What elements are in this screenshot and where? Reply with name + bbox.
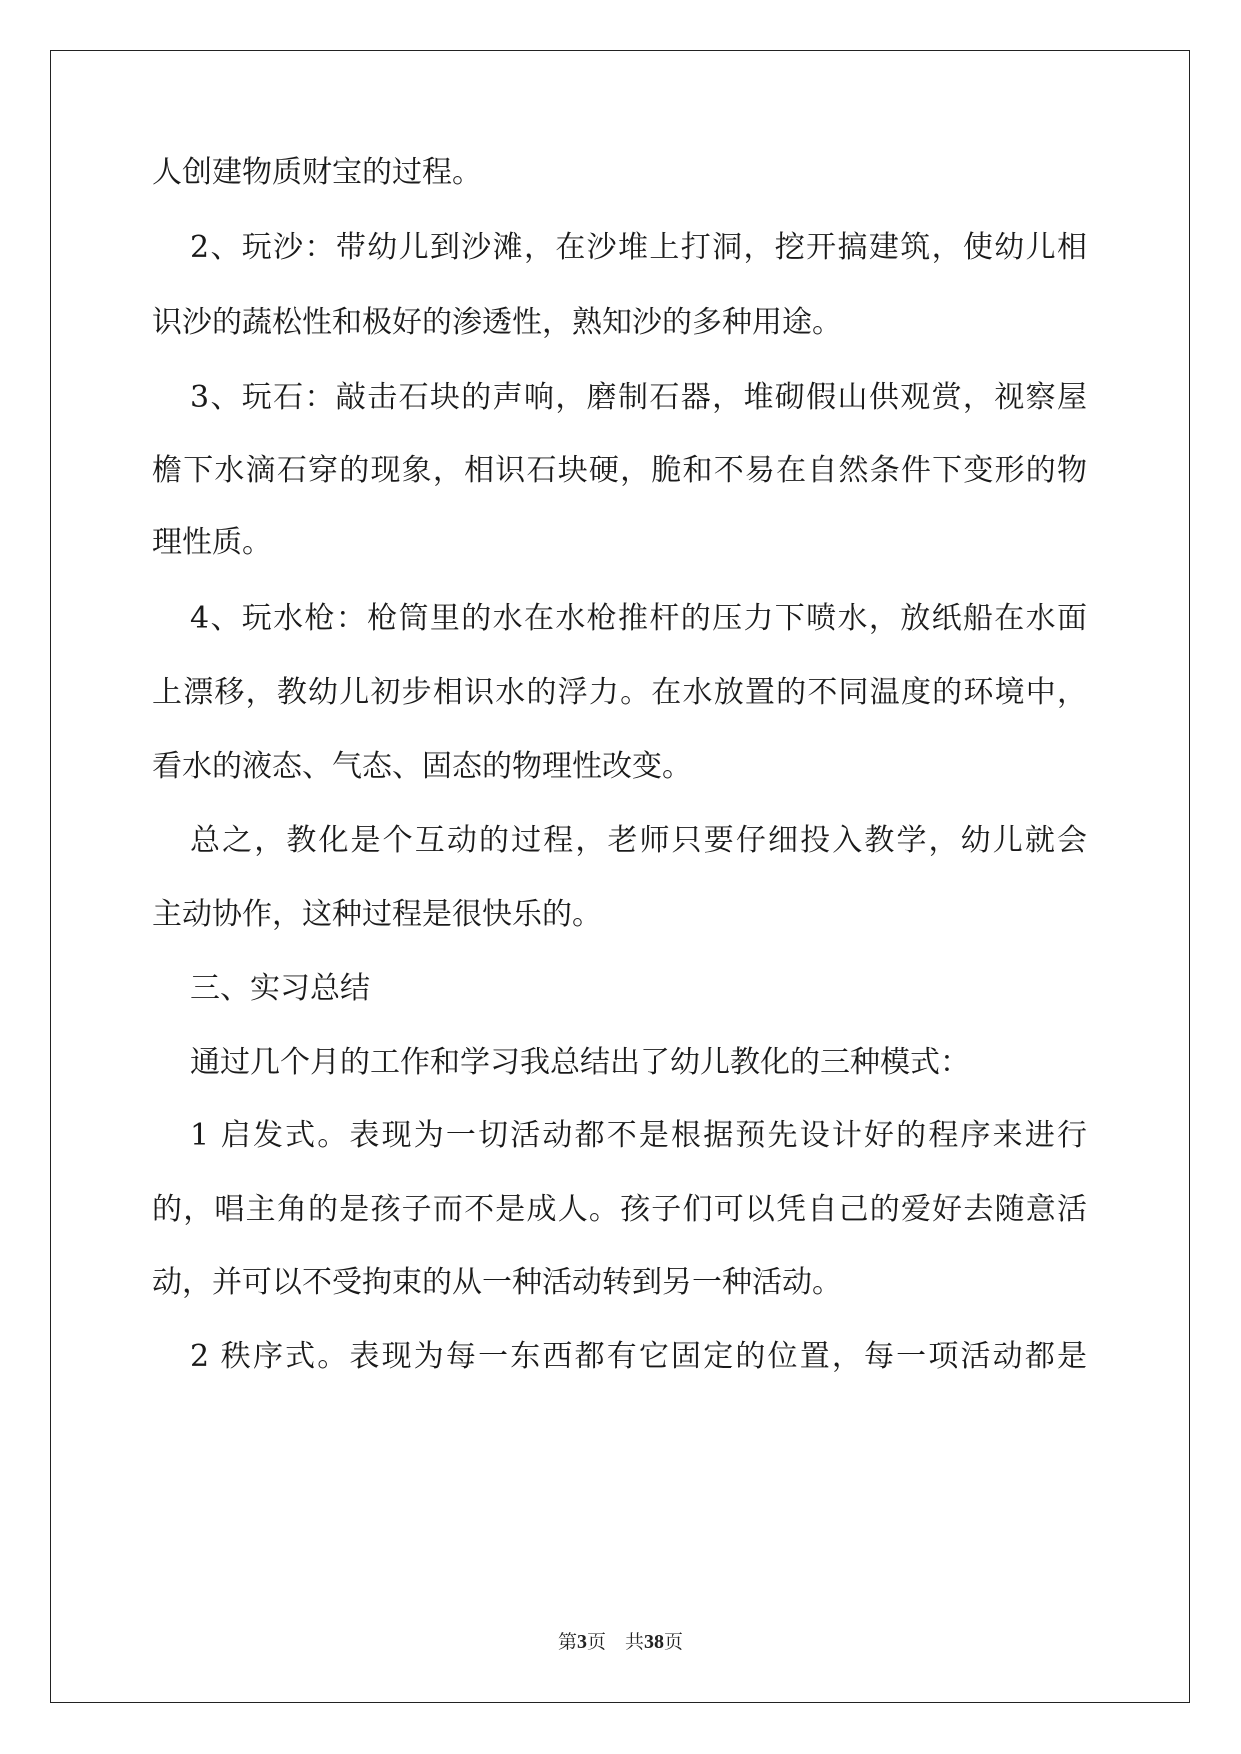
footer-prefix: 第	[557, 1631, 577, 1653]
text-line: 总之，教化是个互动的过程，老师只要仔细投入教学，幼儿就会	[190, 823, 1087, 858]
text-line: 檐下水滴石穿的现象，相识石块硬，脆和不易在自然条件下变形的物	[152, 453, 1087, 488]
text-line: 2、玩沙：带幼儿到沙滩，在沙堆上打洞，挖开搞建筑，使幼儿相	[190, 230, 1087, 265]
text-line: 4、玩水枪：枪筒里的水在水枪推杆的压力下喷水，放纸船在水面	[190, 601, 1087, 636]
section-heading: 三、实习总结	[190, 971, 370, 1006]
text-line: 看水的液态、气态、固态的物理性改变。	[152, 749, 692, 784]
text-line: 1 启发式。表现为一切活动都不是根据预先设计好的程序来进行	[190, 1118, 1087, 1153]
text-line: 动，并可以不受拘束的从一种活动转到另一种活动。	[152, 1265, 842, 1300]
text-line: 3、玩石：敲击石块的声响，磨制石器，堆砌假山供观赏，视察屋	[190, 380, 1087, 415]
text-line: 通过几个月的工作和学习我总结出了幼儿教化的三种模式：	[190, 1045, 970, 1080]
page-footer	[0, 1627, 1241, 1654]
text-line: 理性质。	[152, 525, 272, 560]
footer-mid: 页 共	[586, 1631, 644, 1653]
page-border	[50, 50, 1190, 1703]
text-line: 的，唱主角的是孩子而不是成人。孩子们可以凭自己的爱好去随意活	[152, 1192, 1087, 1227]
text-line: 识沙的蔬松性和极好的渗透性，熟知沙的多种用途。	[152, 305, 842, 340]
text-line: 人创建物质财宝的过程。	[152, 155, 482, 190]
footer-suffix: 页	[664, 1631, 684, 1653]
text-line: 2 秩序式。表现为每一东西都有它固定的位置，每一项活动都是	[190, 1339, 1087, 1374]
current-page-number: 3	[576, 1631, 587, 1653]
text-line: 主动协作，这种过程是很快乐的。	[152, 897, 602, 932]
text-line: 上漂移，教幼儿初步相识水的浮力。在水放置的不同温度的环境中，	[152, 675, 1087, 710]
total-pages-number: 38	[644, 1631, 664, 1653]
